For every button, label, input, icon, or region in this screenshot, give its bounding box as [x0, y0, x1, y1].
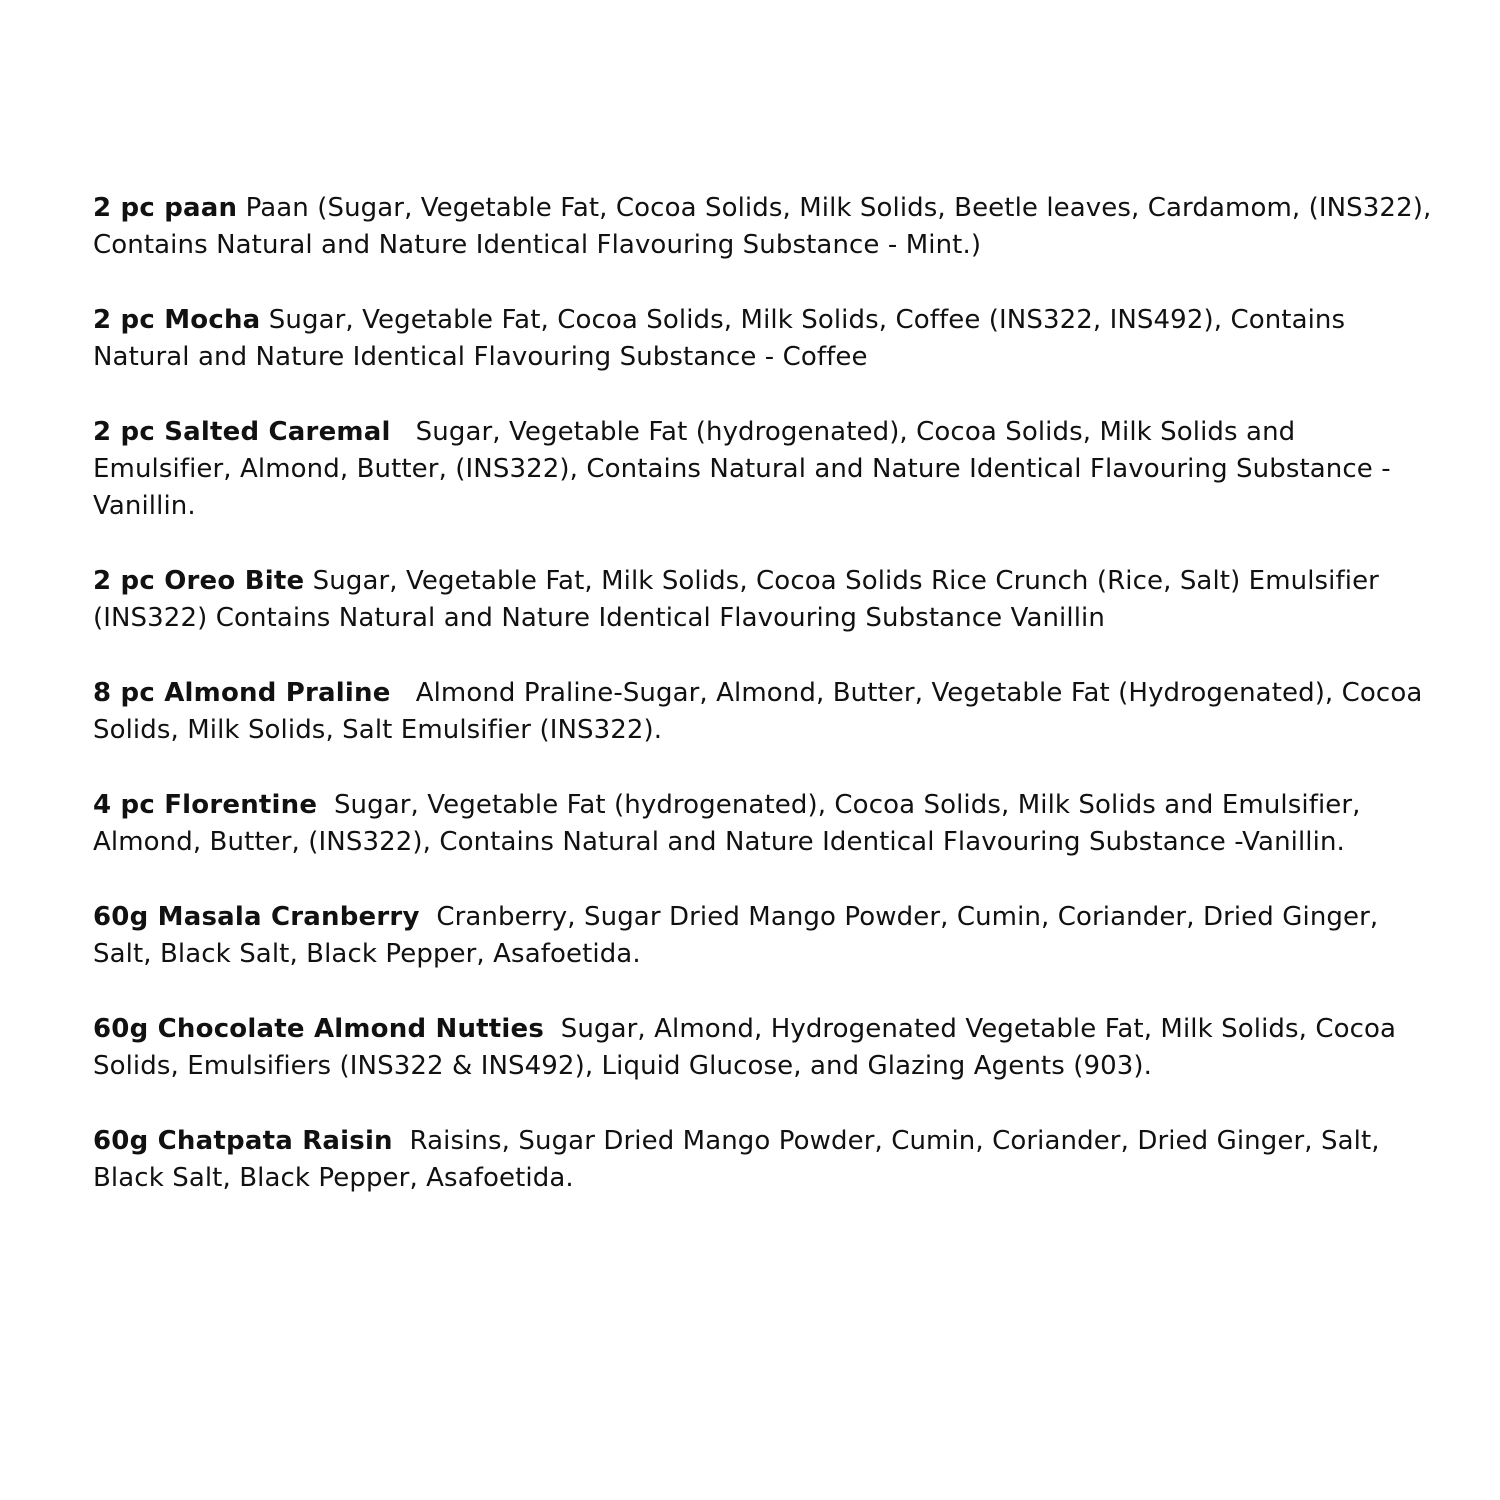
ingredient-entry-almond-praline [93, 675, 1433, 749]
ingredient-entry-chatpata-raisin [93, 1123, 1433, 1197]
ingredient-entry-oreo-bite [93, 563, 1433, 637]
ingredient-entry-masala-cranberry [93, 899, 1433, 973]
product-ingredients: Sugar, Vegetable Fat, Cocoa Solids, Milk Solids, Coffee (INS322, INS492), Contains Natural and Nature Identical Flavouring Substance - Coffee [93, 305, 1346, 372]
product-ingredients: Raisins, Sugar Dried Mango Powder, Cumin, Coriander, Dried Ginger, Salt, Black Salt, Black Pepper, Asafoetida. [93, 1126, 1380, 1193]
product-name: 2 pc Oreo Bite [93, 566, 305, 596]
ingredient-entry-salted-caremal [93, 414, 1433, 525]
product-name: 60g Masala Cranberry [93, 902, 420, 932]
product-ingredients: Sugar, Vegetable Fat (hydrogenated), Cocoa Solids, Milk Solids and Emulsifier, Almond, Butter, (INS322), Contains Natural and Nature Identical Flavouring Substance -Vanillin. [93, 417, 1391, 521]
product-name: 2 pc Mocha [93, 305, 261, 335]
ingredients-list [93, 190, 1433, 1235]
product-name: 2 pc Salted Caremal [93, 417, 391, 447]
product-name: 60g Chocolate Almond Nutties [93, 1014, 545, 1044]
product-ingredients: Sugar, Almond, Hydrogenated Vegetable Fat, Milk Solids, Cocoa Solids, Emulsifiers (INS322 & INS492), Liquid Glucose, and Glazing Agents (903). [93, 1014, 1397, 1081]
product-ingredients: Almond Praline-Sugar, Almond, Butter, Vegetable Fat (Hydrogenated), Cocoa Solids, Milk Solids, Salt Emulsifier (INS322). [93, 678, 1423, 745]
product-name: 60g Chatpata Raisin [93, 1126, 393, 1156]
product-ingredients: Sugar, Vegetable Fat, Milk Solids, Cocoa Solids Rice Crunch (Rice, Salt) Emulsifier (INS322) Contains Natural and Nature Identical Flavouring Substance Vanillin [93, 566, 1379, 633]
product-ingredients: Paan (Sugar, Vegetable Fat, Cocoa Solids, Milk Solids, Beetle leaves, Cardamom, (INS322), Contains Natural and Nature Identical Flavouring Substance - Mint.) [93, 193, 1432, 260]
product-ingredients: Sugar, Vegetable Fat (hydrogenated), Cocoa Solids, Milk Solids and Emulsifier, Almond, Butter, (INS322), Contains Natural and Nature Identical Flavouring Substance -Vanillin. [93, 790, 1361, 857]
ingredient-entry-paan [93, 190, 1433, 264]
product-name: 8 pc Almond Praline [93, 678, 391, 708]
ingredient-entry-mocha [93, 302, 1433, 376]
ingredient-entry-florentine [93, 787, 1433, 861]
product-ingredients: Cranberry, Sugar Dried Mango Powder, Cumin, Coriander, Dried Ginger, Salt, Black Salt, Black Pepper, Asafoetida. [93, 902, 1379, 969]
product-name: 2 pc paan [93, 193, 238, 223]
ingredient-entry-chocolate-almond-nutties [93, 1011, 1433, 1085]
product-name: 4 pc Florentine [93, 790, 318, 820]
